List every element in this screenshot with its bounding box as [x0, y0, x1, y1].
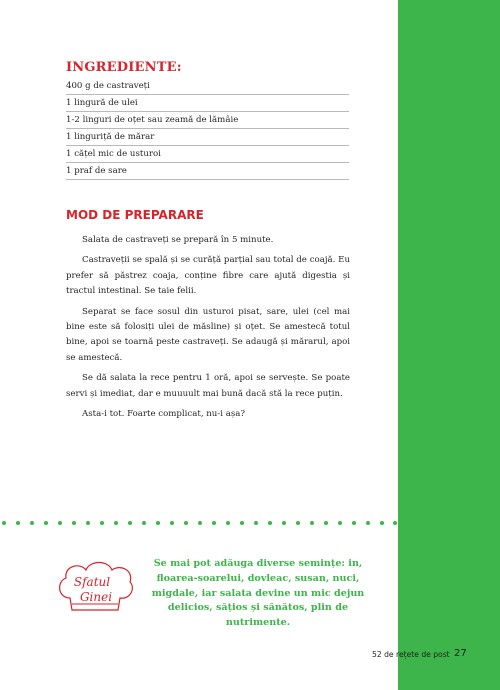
tip-text: Se mai pot adăuga diverse semințe: in, floarea-soarelui, dovleac, susan, nuci, migdale, iar salata devine un mic dejun delicios, sățios și sănătos, plin de nutrimente.	[151, 558, 365, 629]
ingredient-item: 1 praf de sare	[66, 163, 349, 180]
tip-badge-line2: Ginei	[79, 590, 113, 604]
ingredient-item: 400 g de castraveți	[66, 78, 349, 95]
preparation-paragraph: Separat se face sosul din usturoi pisat, sare, ulei (cel mai bine este să folosiți ulei de măsline) și oțet. Se amestecă totul bine, apoi se toarnă peste castraveți. Se adaugă și mărarul, apoi se amestecă.	[66, 306, 350, 363]
preparation-paragraph: Se dă salata la rece pentru 1 oră, apoi se servește. Se poate servi și imediat, dar e muuuult mai bună dacă stă la rece puțin.	[66, 373, 350, 399]
preparation-body	[66, 233, 350, 427]
ingredient-item: 1 lingură de ulei	[66, 95, 349, 112]
side-green-bar	[398, 0, 500, 690]
preparation-paragraph: Castraveții se spală și se curăță parțial sau total de coajă. Eu prefer să păstrez coaja, conține fibre care ajută digestia și tractul intestinal. Se taie felii.	[66, 255, 350, 297]
preparation-paragraph: Salata de castraveți se prepară în 5 minute.	[82, 235, 274, 245]
page-number: 27	[454, 648, 467, 659]
book-title: 52 de rețete de post	[372, 650, 450, 659]
ingredients-title: INGREDIENTE:	[66, 60, 182, 75]
preparation-title: MOD DE PREPARARE	[66, 208, 204, 222]
ingredient-item: 1 cățel mic de usturoi	[66, 146, 349, 163]
chef-hat-badge-icon	[52, 558, 136, 616]
ingredient-item: 1 linguriță de mărar	[66, 129, 349, 146]
ingredient-item: 1-2 linguri de oțet sau zeamă de lămâie	[66, 112, 349, 129]
tip-badge-line1: Sfatul	[73, 575, 111, 589]
preparation-paragraph: Asta-i tot. Foarte complicat, nu-i așa?	[82, 409, 245, 420]
ingredients-list	[66, 78, 349, 180]
dotted-divider	[0, 520, 398, 526]
